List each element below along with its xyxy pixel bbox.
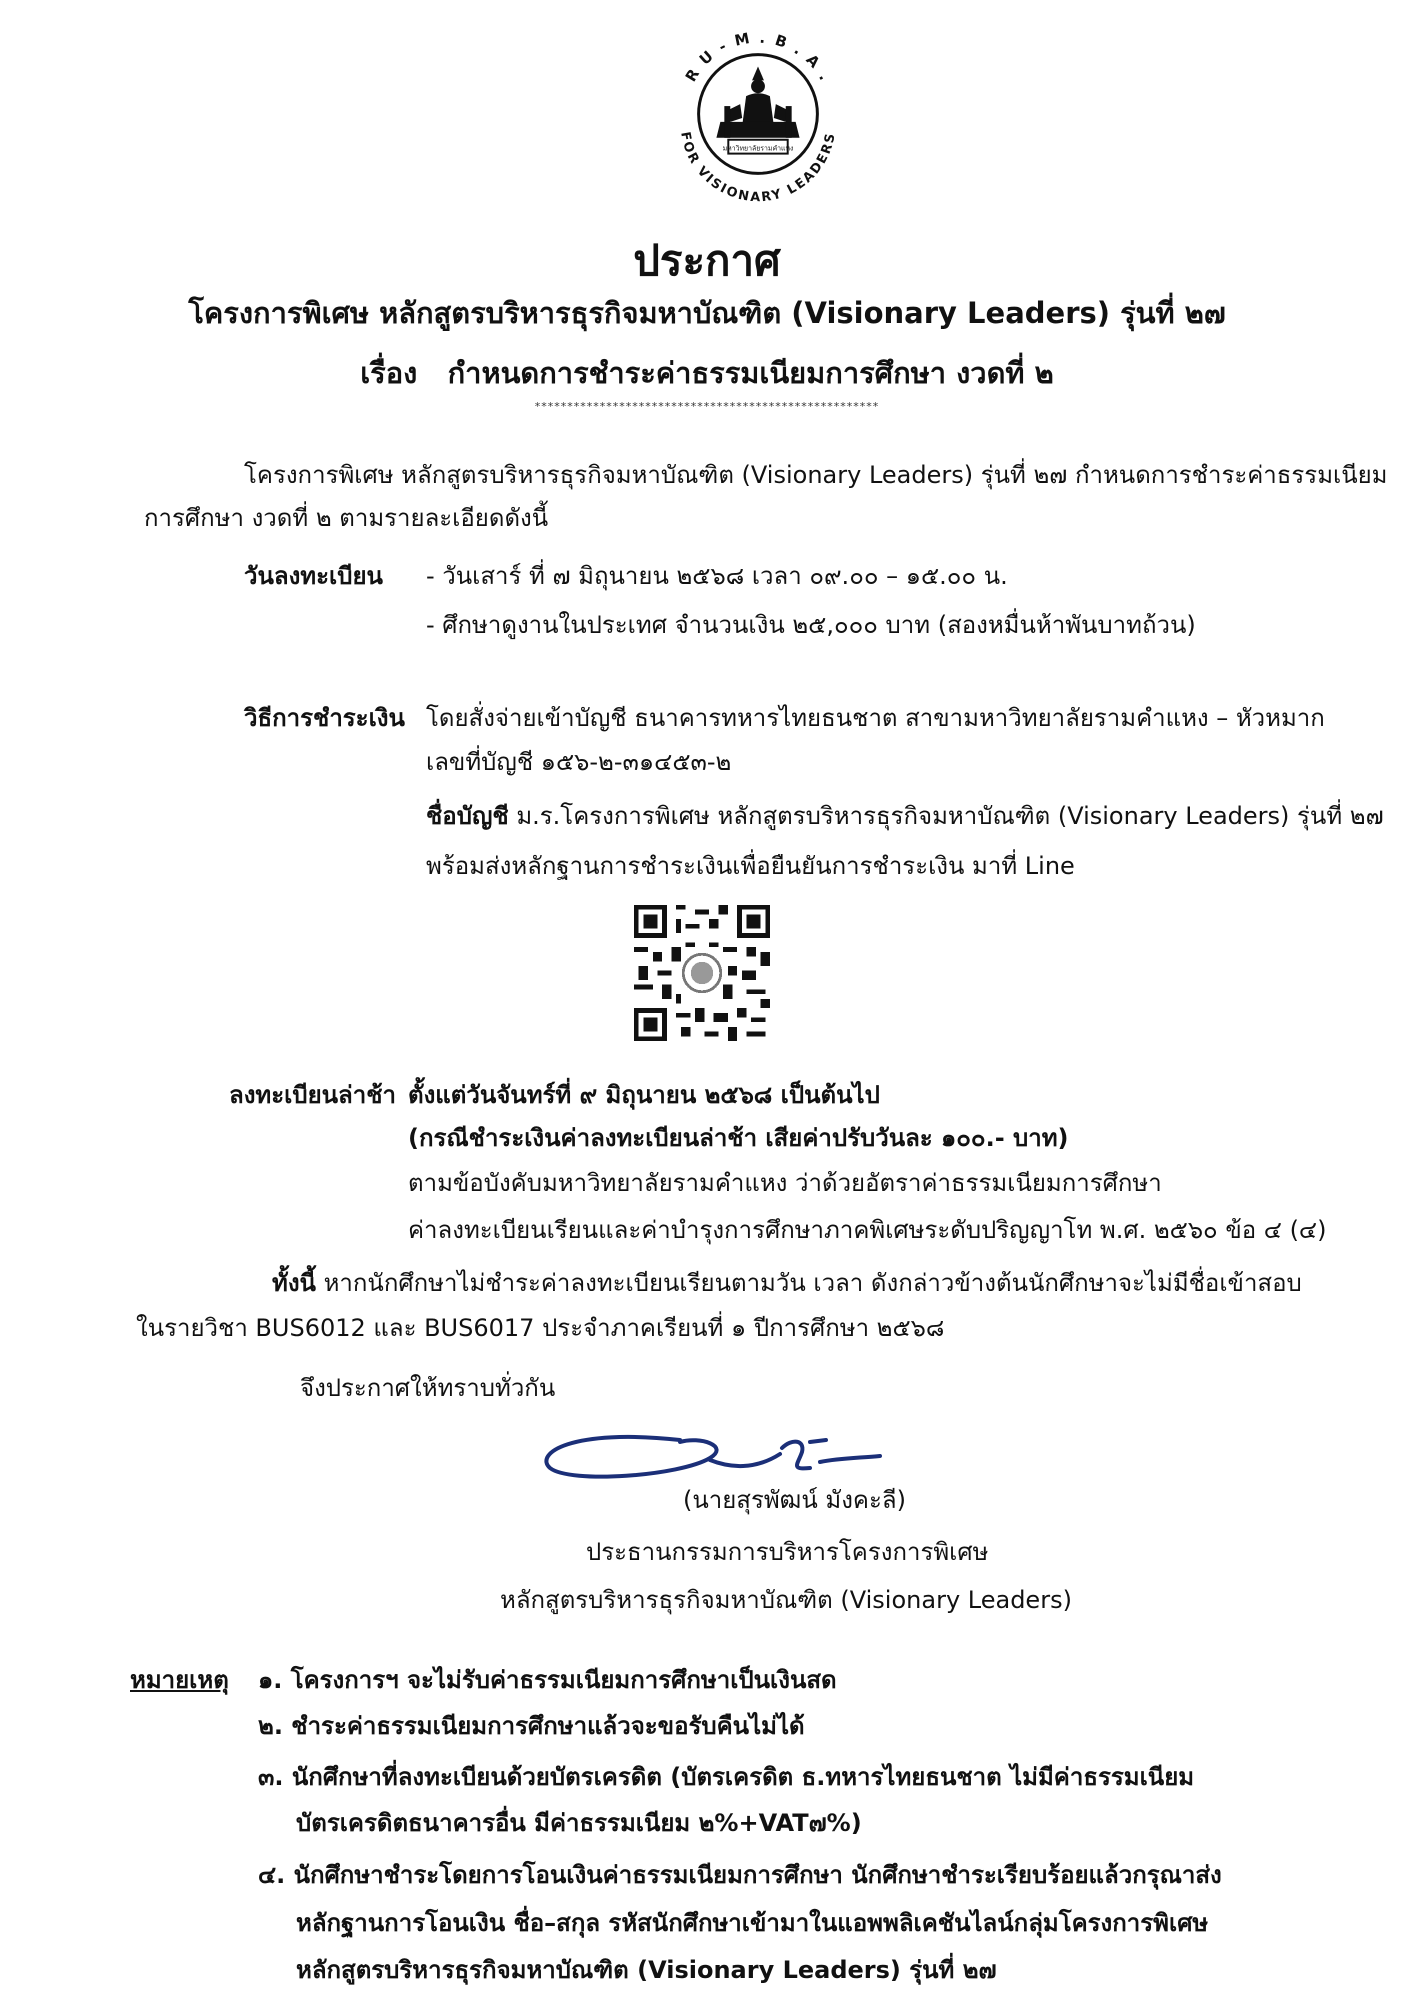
- signer-position: ประธานกรรมการบริหารโครงการพิเศษ: [586, 1538, 989, 1566]
- note-3b: บัตรเครดิตธนาคารอื่น มีค่าธรรมเนียม ๒%+VAT๗%): [296, 1809, 862, 1837]
- payment-account-name-label: ชื่อบัญชี: [426, 802, 509, 830]
- separator: *****************************************************: [534, 400, 880, 413]
- payment-line-1: โดยสั่งจ่ายเข้าบัญชี ธนาคารทหารไทยธนชาต สาขามหาวิทยาลัยรามคำแหง – หัวหมาก: [426, 704, 1325, 732]
- late-line-1: ตั้งแต่วันจันทร์ที่ ๙ มิถุนายน ๒๕๖๘ เป็นต้นไป: [408, 1081, 880, 1109]
- note-4a: ๔. นักศึกษาชำระโดยการโอนเงินค่าธรรมเนียมการศึกษา นักศึกษาชำระเรียบร้อยแล้วกรุณาส่ง: [258, 1861, 1222, 1889]
- warning-line-2: ในรายวิชา BUS6012 และ BUS6017 ประจำภาคเรียนที่ ๑ ปีการศึกษา ๒๕๖๘: [136, 1314, 945, 1342]
- registration-line-1: - วันเสาร์ ที่ ๗ มิถุนายน ๒๕๖๘ เวลา ๐๙.๐๐ – ๑๕.๐๐ น.: [426, 562, 1008, 590]
- late-line-4: ค่าลงทะเบียนเรียนและค่าบำรุงการศึกษาภาคพิเศษระดับปริญญาโท พ.ศ. ๒๕๖๐ ข้อ ๔ (๔): [408, 1216, 1327, 1244]
- subject-label: เรื่อง: [360, 356, 418, 390]
- late-label: ลงทะเบียนล่าช้า: [229, 1081, 396, 1109]
- logo-text-top: R U - M . B . A .: [681, 28, 835, 85]
- intro-line-2: การศึกษา งวดที่ ๒ ตามรายละเอียดดังนี้: [144, 504, 549, 532]
- payment-label: วิธีการชำระเงิน: [244, 704, 405, 732]
- line-qr-code: [634, 905, 770, 1041]
- payment-account-name-value: ม.ร.โครงการพิเศษ หลักสูตรบริหารธุรกิจมหาบัณฑิต (Visionary Leaders) รุ่นที่ ๒๗: [516, 802, 1384, 830]
- note-2: ๒. ชำระค่าธรรมเนียมการศึกษาแล้วจะขอรับคืนไม่ได้: [258, 1712, 805, 1740]
- page-title: ประกาศ: [633, 236, 781, 285]
- subject-line: [0, 350, 1414, 396]
- late-line-2: (กรณีชำระเงินค่าลงทะเบียนล่าช้า เสียค่าปรับวันละ ๑๐๐.- บาท): [408, 1124, 1069, 1152]
- late-line-3: ตามข้อบังคับมหาวิทยาลัยรามคำแหง ว่าด้วยอัตราค่าธรรมเนียมการศึกษา: [408, 1169, 1162, 1197]
- registration-line-2: - ศึกษาดูงานในประเทศ จำนวนเงิน ๒๕,๐๐๐ บาท (สองหมื่นห้าพันบาทถ้วน): [426, 611, 1196, 639]
- payment-line-4: พร้อมส่งหลักฐานการชำระเงินเพื่อยืนยันการชำระเงิน มาที่ Line: [426, 852, 1075, 880]
- logo-text-inner: มหาวิทยาลัยรามคำแหง: [722, 144, 794, 153]
- payment-account-name: [426, 796, 1384, 835]
- note-1: ๑. โครงการฯ จะไม่รับค่าธรรมเนียมการศึกษาเป็นเงินสด: [258, 1666, 837, 1694]
- rumba-logo: [659, 15, 857, 213]
- warning-line-1: [272, 1263, 1302, 1302]
- note-4b: หลักฐานการโอนเงิน ชื่อ–สกุล รหัสนักศึกษาเข้ามาในแอพพลิเคชันไลน์กลุ่มโครงการพิเศษ: [296, 1909, 1209, 1937]
- closing-text: จึงประกาศให้ทราบทั่วกัน: [300, 1374, 556, 1402]
- signer-name: (นายสุรพัฒน์ มังคะลี): [683, 1486, 906, 1514]
- warning-lead: ทั้งนี้: [272, 1269, 316, 1297]
- warning-text: หากนักศึกษาไม่ชำระค่าลงทะเบียนเรียนตามวัน เวลา ดังกล่าวข้างต้นนักศึกษาจะไม่มีชื่อเข้าสอบ: [323, 1269, 1302, 1297]
- notes-label: หมายเหตุ: [130, 1666, 229, 1694]
- intro-line-1: โครงการพิเศษ หลักสูตรบริหารธุรกิจมหาบัณฑิต (Visionary Leaders) รุ่นที่ ๒๗ กำหนดการชำระค่าธรรมเนียม: [244, 461, 1388, 489]
- logo-text-bottom: FOR VISIONARY LEADERS: [677, 130, 839, 206]
- note-3a: ๓. นักศึกษาที่ลงทะเบียนด้วยบัตรเครดิต (บัตรเครดิต ธ.ทหารไทยธนชาต ไม่มีค่าธรรมเนียม: [258, 1763, 1195, 1791]
- page-subtitle: โครงการพิเศษ หลักสูตรบริหารธุรกิจมหาบัณฑิต (Visionary Leaders) รุ่นที่ ๒๗: [188, 296, 1226, 330]
- subject-text: กำหนดการชำระค่าธรรมเนียมการศึกษา งวดที่ ๒: [447, 356, 1054, 390]
- note-4c: หลักสูตรบริหารธุรกิจมหาบัณฑิต (Visionary Leaders) รุ่นที่ ๒๗: [296, 1956, 997, 1984]
- registration-label: วันลงทะเบียน: [244, 562, 383, 590]
- payment-account-number: เลขที่บัญชี ๑๕๖-๒-๓๑๔๕๓-๒: [426, 748, 732, 776]
- signer-program: หลักสูตรบริหารธุรกิจมหาบัณฑิต (Visionary Leaders): [500, 1586, 1072, 1614]
